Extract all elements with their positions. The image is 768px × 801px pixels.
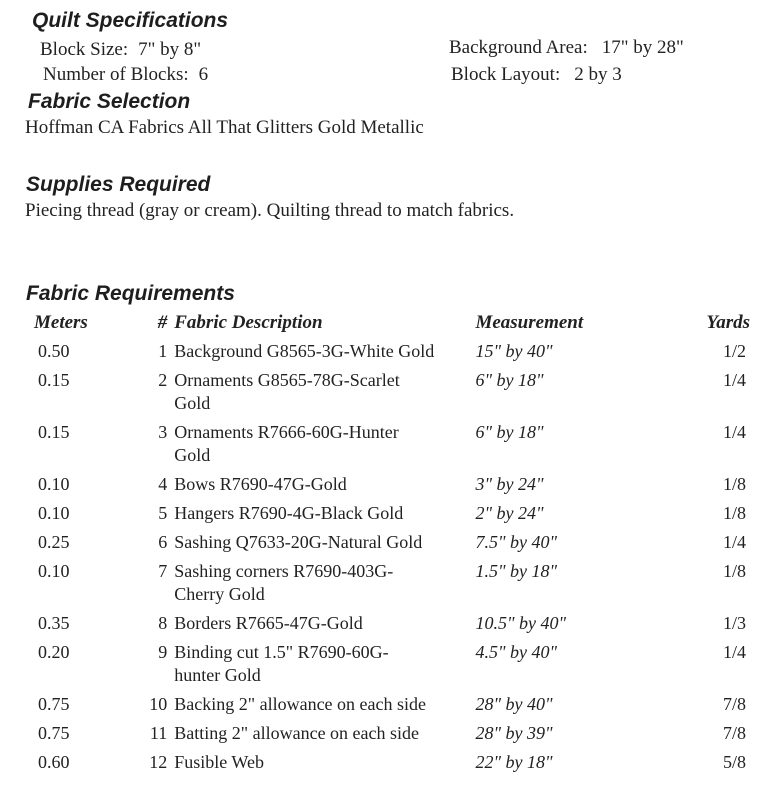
meters-cell: 0.50 [38,341,70,361]
fabric-description-cell [170,722,475,751]
yards-cell: 1/4 [722,370,746,390]
measurement-cell: 15" by 40" [475,341,553,361]
column-header-yards: Yards [706,312,750,333]
measurement-cell: 28" by 39" [475,723,553,743]
yards-cell: 1/8 [722,474,746,494]
number-cell: 11 [149,723,168,743]
table-row [30,421,768,473]
fabric-description-cell [170,641,475,693]
fabric-description-line: Bows R7690-47G-Gold [174,474,347,494]
measurement-cell: 10.5" by 40" [475,613,567,633]
number-cell: 7 [158,561,168,581]
yards-cell: 7/8 [722,694,746,714]
yards-cell: 1/8 [722,561,746,581]
meters-cell: 0.35 [38,613,70,633]
meters-cell: 0.75 [38,694,70,714]
fabric-description-cell [170,693,475,722]
table-row [30,502,768,531]
fabric-description-cell [170,473,475,502]
meters-cell: 0.10 [38,561,70,581]
fabric-description-line: Borders R7665-47G-Gold [174,613,363,633]
measurement-cell: 6" by 18" [475,422,544,442]
table-header-row [30,312,768,340]
fabric-description-cell [170,751,475,780]
fabric-description-continuation: Gold [174,393,211,413]
number-cell: 12 [149,752,168,772]
meters-cell: 0.15 [38,370,70,390]
quilt-specifications-heading: Quilt Specifications [32,9,229,32]
background-area-row [449,37,684,59]
fabric-description-cell [170,421,475,473]
fabric-description-cell [170,340,475,369]
fabric-selection-heading: Fabric Selection [28,90,191,113]
fabric-description-line: Batting 2" allowance on each side [174,723,420,743]
fabric-description-line: Backing 2" allowance on each side [174,694,427,714]
fabric-description-line: Binding cut 1.5" R7690-60G- [174,642,389,662]
number-of-blocks-value: 6 [198,64,209,85]
yards-cell: 1/4 [722,422,746,442]
measurement-cell: 22" by 18" [475,752,553,772]
meters-cell: 0.20 [38,642,70,662]
meters-cell: 0.60 [38,752,70,772]
number-of-blocks-label: Number of Blocks: [43,64,189,85]
table-row [30,531,768,560]
meters-cell: 0.25 [38,532,70,552]
table-row [30,641,768,693]
block-size-row [40,39,201,61]
measurement-cell: 6" by 18" [475,370,544,390]
number-cell: 9 [158,642,168,662]
fabric-requirements-heading: Fabric Requirements [26,282,235,305]
fabric-description-line: Sashing corners R7690-403G- [174,561,394,581]
yards-cell: 7/8 [722,723,746,743]
block-size-label: Block Size: [40,39,129,60]
fabric-description-cell [170,612,475,641]
number-of-blocks-row [43,64,208,86]
block-size-value: 7" by 8" [138,39,202,60]
yards-cell: 1/2 [722,341,746,361]
meters-cell: 0.15 [38,422,70,442]
number-cell: 6 [158,532,168,552]
fabric-requirements-table [30,312,768,780]
fabric-description-cell [170,502,475,531]
measurement-cell: 1.5" by 18" [475,561,558,581]
supplies-required-heading: Supplies Required [26,173,211,196]
block-layout-row [451,64,622,86]
column-header-meters: Meters [34,312,88,333]
block-layout-value: 2 by 3 [574,64,622,85]
yards-cell: 1/4 [722,532,746,552]
table-row [30,612,768,641]
table-row [30,693,768,722]
measurement-cell: 3" by 24" [475,474,544,494]
number-cell: 5 [158,503,168,523]
table-row [30,369,768,421]
table-row [30,722,768,751]
number-cell: 8 [158,613,168,633]
fabric-description-cell [170,531,475,560]
number-cell: 4 [158,474,168,494]
yards-cell: 1/8 [722,503,746,523]
column-header-fabric-description: Fabric Description [174,312,323,333]
meters-cell: 0.75 [38,723,70,743]
fabric-selection-text: Hoffman CA Fabrics All That Glitters Gold Metallic [25,117,424,138]
background-area-label: Background Area: [449,37,588,58]
number-cell: 2 [158,370,168,390]
fabric-description-line: Fusible Web [174,752,264,772]
fabric-description-continuation: Gold [174,445,211,465]
table-row [30,473,768,502]
fabric-description-line: Background G8565-3G-White Gold [174,341,435,361]
table-row [30,340,768,369]
measurement-cell: 2" by 24" [475,503,544,523]
measurement-cell: 28" by 40" [475,694,553,714]
table-row [30,560,768,612]
meters-cell: 0.10 [38,474,70,494]
table-row [30,751,768,780]
fabric-description-line: Sashing Q7633-20G-Natural Gold [174,532,423,552]
fabric-description-line: Hangers R7690-4G-Black Gold [174,503,404,523]
block-layout-label: Block Layout: [451,64,561,85]
number-cell: 10 [149,694,168,714]
fabric-description-continuation: hunter Gold [174,665,261,685]
yards-cell: 5/8 [722,752,746,772]
background-area-value: 17" by 28" [601,37,684,58]
number-cell: 3 [158,422,168,442]
yards-cell: 1/3 [722,613,746,633]
number-cell: 1 [158,341,168,361]
fabric-description-line: Ornaments G8565-78G-Scarlet [174,370,400,390]
fabric-description-line: Ornaments R7666-60G-Hunter [174,422,399,442]
fabric-description-cell [170,560,475,612]
meters-cell: 0.10 [38,503,70,523]
column-header-number: # [157,312,168,333]
measurement-cell: 4.5" by 40" [475,642,558,662]
fabric-description-continuation: Cherry Gold [174,584,265,604]
fabric-description-cell [170,369,475,421]
column-header-measurement: Measurement [475,312,584,333]
supplies-required-text: Piecing thread (gray or cream). Quilting thread to match fabrics. [25,200,515,221]
yards-cell: 1/4 [722,642,746,662]
measurement-cell: 7.5" by 40" [475,532,558,552]
